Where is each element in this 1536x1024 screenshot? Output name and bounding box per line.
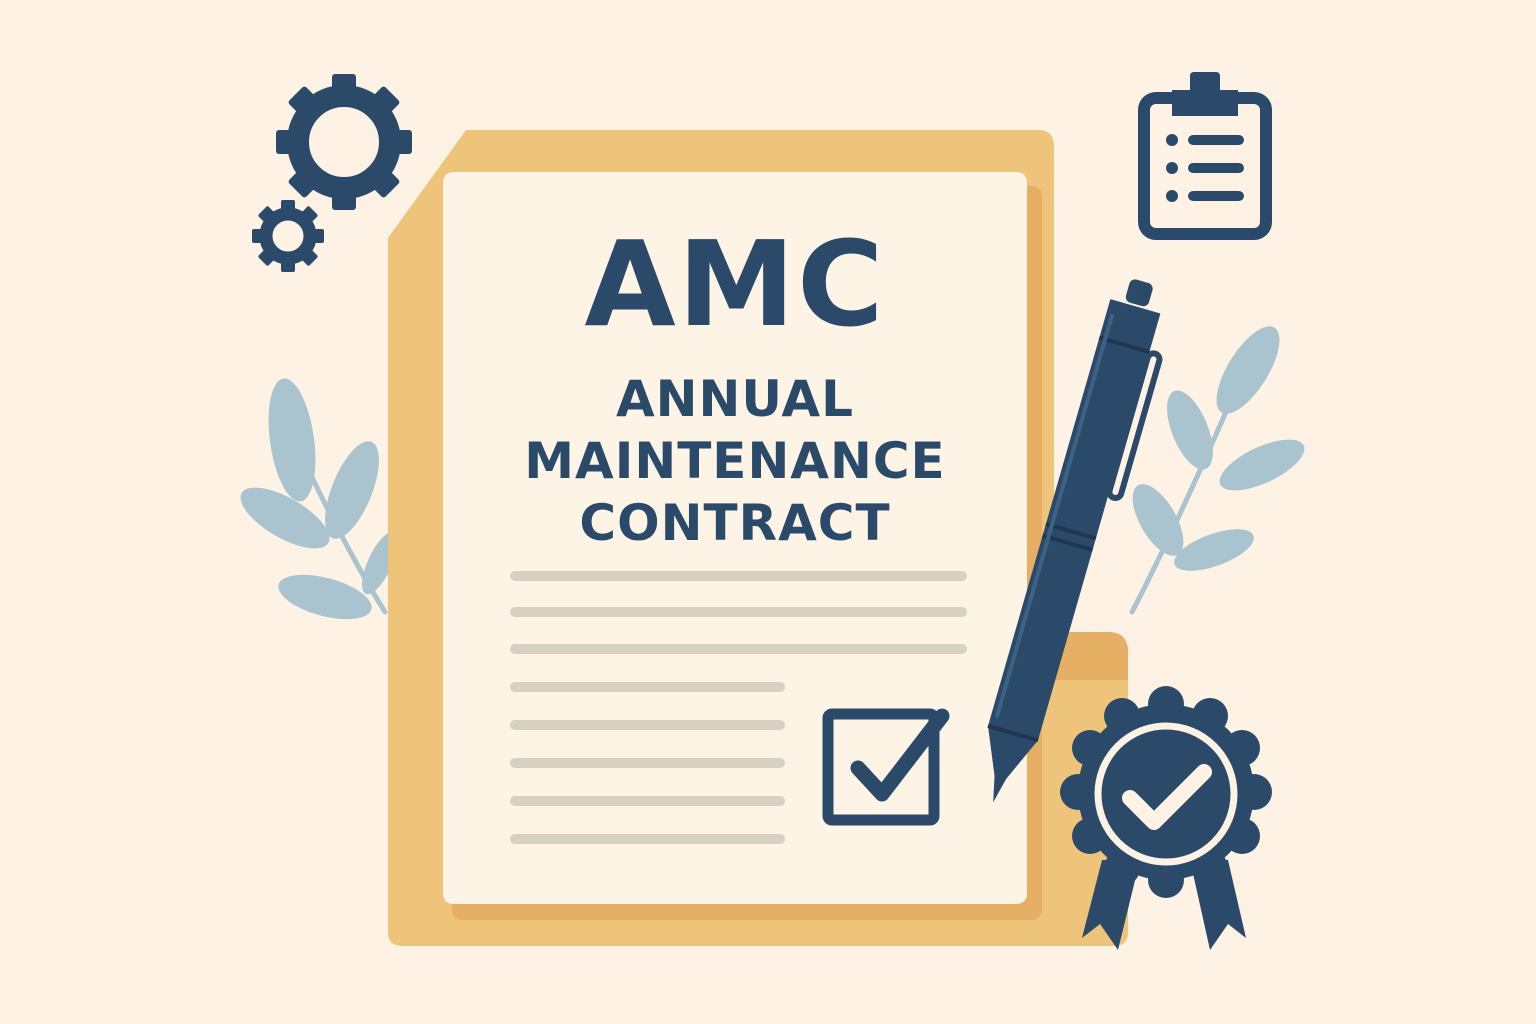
subtitle-line-annual: ANNUAL — [615, 370, 854, 428]
clipboard-list-icon — [1144, 72, 1266, 234]
large-gear-icon — [276, 74, 412, 210]
contract-title: AMC — [584, 215, 886, 353]
subtitle-line-contract: CONTRACT — [579, 494, 891, 552]
subtitle-line-maintenance: MAINTENANCE — [524, 432, 946, 490]
small-gear-icon — [252, 200, 324, 272]
left-leaf-branch-icon — [232, 376, 406, 628]
right-leaf-branch-icon — [1122, 317, 1311, 612]
